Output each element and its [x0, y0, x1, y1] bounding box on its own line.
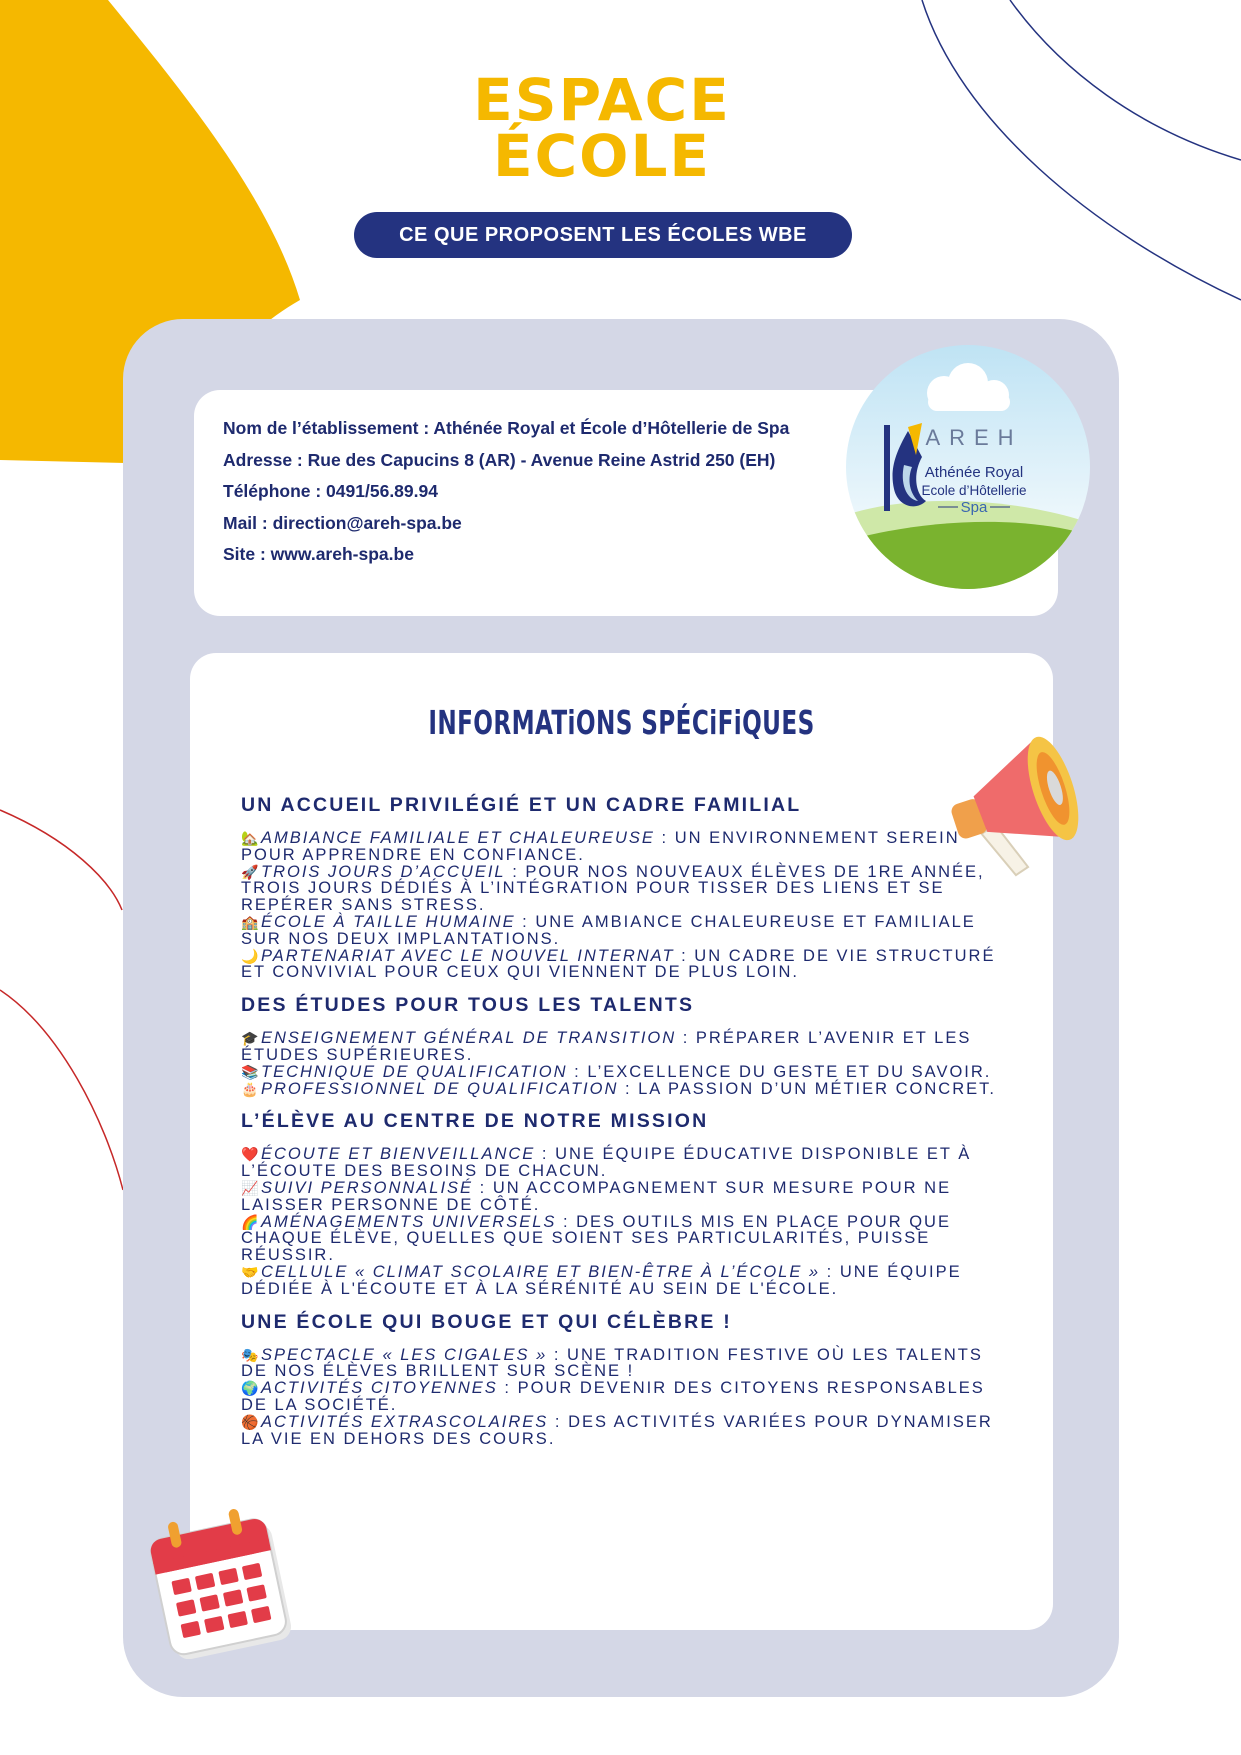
item-emoji-icon: 🌙: [241, 947, 261, 964]
info-item: [241, 830, 1011, 864]
title-line-2: ÉCOLE: [492, 122, 712, 190]
school-mail[interactable]: Mail : direction@areh-spa.be: [223, 512, 462, 533]
item-text: : UN ACCOMPAGNEMENT SUR MESURE POUR NE LAISSER PERSONNE DE CÔTÉ.: [241, 1178, 952, 1214]
item-key: TECHNIQUE DE QUALIFICATION: [261, 1062, 568, 1081]
item-emoji-icon: 🤝: [241, 1263, 261, 1280]
section-heading: L’ÉLÈVE AU CENTRE DE NOTRE MISSION: [241, 1110, 709, 1133]
info-section: [241, 1309, 1011, 1448]
item-emoji-icon: 🎂: [241, 1080, 261, 1097]
info-item: [241, 1146, 1011, 1180]
item-key: ÉCOUTE ET BIENVEILLANCE: [261, 1145, 536, 1164]
info-item: [241, 1180, 1011, 1214]
item-key: ACTIVITÉS EXTRASCOLAIRES: [261, 1412, 549, 1431]
item-key: ACTIVITÉS CITOYENNES: [261, 1379, 498, 1398]
info-item: [241, 1081, 1011, 1098]
school-address: Adresse : Rue des Capucins 8 (AR) - Avenue Reine Astrid 250 (EH): [223, 449, 776, 470]
item-emoji-icon: 🌍: [241, 1380, 261, 1397]
item-key: SUIVI PERSONNALISÉ: [261, 1178, 474, 1197]
page-title: [0, 66, 1204, 190]
item-text: : DES ACTIVITÉS VARIÉES POUR DYNAMISER LA VIE EN DEHORS DES COURS.: [241, 1412, 993, 1448]
item-key: PROFESSIONNEL DE QUALIFICATION: [261, 1079, 619, 1098]
item-emoji-icon: 🌈: [241, 1213, 261, 1230]
item-key: CELLULE « CLIMAT SCOLAIRE ET BIEN-ÊTRE À L’ÉCOLE »: [261, 1262, 821, 1281]
red-arc-outer: [0, 810, 122, 910]
item-text: : POUR DEVENIR DES CITOYENS RESPONSABLES DE LA SOCIÉTÉ.: [241, 1379, 985, 1414]
item-text: : POUR NOS NOUVEAUX ÉLÈVES DE 1RE ANNÉE, TROIS JOURS DÉDIÉS À L’INTÉGRATION POUR TISSER DES LIENS ET SE REPÉRER SANS STRESS.: [241, 862, 985, 915]
section-heading: UN ACCUEIL PRIVILÉGIÉ ET UN CADRE FAMILIAL: [241, 794, 802, 816]
item-emoji-icon: 🏫: [241, 913, 261, 930]
red-arc-inner: [0, 990, 123, 1190]
item-emoji-icon: 📚: [241, 1063, 261, 1080]
item-emoji-icon: 🎓: [241, 1030, 261, 1047]
item-emoji-icon: 🏡: [241, 830, 261, 846]
info-item: [241, 1414, 1011, 1448]
item-emoji-icon: ❤️: [241, 1146, 261, 1163]
item-key: PARTENARIAT AVEC LE NOUVEL INTERNAT: [261, 946, 675, 965]
info-section: [241, 792, 1011, 981]
item-text: : DES OUTILS MIS EN PLACE POUR QUE CHAQUE ÉLÈVE, QUELLES QUE SOIENT SES PARTICULARITÉS, PUISSE RÉUSSIR.: [241, 1212, 951, 1265]
item-key: AMBIANCE FAMILIALE ET CHALEUREUSE: [261, 829, 655, 847]
item-key: ÉCOLE À TAILLE HUMAINE: [261, 912, 516, 931]
item-text: : L’EXCELLENCE DU GESTE ET DU SAVOIR.: [567, 1062, 992, 1081]
school-site[interactable]: Site : www.areh-spa.be: [223, 544, 414, 564]
specific-info-title: INFORMATiONS SPÉCiFiQUES: [428, 703, 815, 742]
item-key: AMÉNAGEMENTS UNIVERSELS: [261, 1212, 557, 1231]
item-key: SPECTACLE « LES CIGALES »: [261, 1345, 548, 1364]
info-section: [241, 1108, 1011, 1297]
section-pill: CE QUE PROPOSENT LES ÉCOLES WBE: [354, 212, 852, 258]
item-text: : UNE ÉQUIPE DÉDIÉE À L'ÉCOUTE ET À LA SÉRÉNITÉ AU SEIN DE L'ÉCOLE.: [241, 1262, 962, 1298]
item-text: : UNE ÉQUIPE ÉDUCATIVE DISPONIBLE ET À L’ÉCOUTE DES BESOINS DE CHACUN.: [241, 1145, 972, 1181]
info-item: [241, 914, 1011, 948]
info-item: [241, 1264, 1011, 1298]
info-section: [241, 992, 1011, 1097]
info-item: [241, 864, 1011, 914]
info-item: [241, 1030, 1011, 1064]
megaphone-icon: [933, 724, 1083, 880]
section-heading: UNE ÉCOLE QUI BOUGE ET QUI CÉLÈBRE !: [241, 1310, 732, 1333]
info-item: [241, 1064, 1011, 1081]
item-emoji-icon: 🎭: [241, 1346, 261, 1363]
school-phone: Téléphone : 0491/56.89.94: [223, 481, 438, 501]
specific-info-card: [190, 653, 1053, 1630]
item-text: : UN ENVIRONNEMENT SEREIN POUR APPRENDRE EN CONFIANCE.: [241, 829, 960, 864]
specific-sections: [241, 792, 1011, 1458]
school-info: [223, 413, 789, 571]
info-item: [241, 948, 1011, 982]
item-key: TROIS JOURS D’ACCUEIL: [261, 862, 506, 881]
info-item: [241, 1347, 1011, 1381]
item-text: : LA PASSION D’UN MÉTIER CONCRET.: [618, 1079, 996, 1098]
item-text: : UN CADRE DE VIE STRUCTURÉ ET CONVIVIAL POUR CEUX QUI VIENNENT DE PLUS LOIN.: [241, 946, 996, 982]
section-heading: DES ÉTUDES POUR TOUS LES TALENTS: [241, 994, 695, 1017]
item-text: : UNE AMBIANCE CHALEUREUSE ET FAMILIALE SUR NOS DEUX IMPLANTATIONS.: [241, 912, 976, 948]
logo-acronym: AREH: [925, 425, 1023, 450]
logo-line-1: Athénée Royal: [924, 464, 1024, 481]
item-emoji-icon: 🚀: [241, 863, 261, 880]
item-emoji-icon: 🏀: [241, 1413, 261, 1430]
logo-line-2: Ecole d’Hôtellerie: [921, 483, 1027, 498]
title-line-1: ESPACE: [473, 66, 731, 134]
school-name: Nom de l’établissement : Athénée Royal et École d’Hôtellerie de Spa: [223, 418, 790, 438]
info-item: [241, 1380, 1011, 1414]
item-emoji-icon: 📈: [241, 1179, 261, 1196]
calendar-icon: [147, 1509, 297, 1659]
info-item: [241, 1214, 1011, 1264]
item-text: : PRÉPARER L’AVENIR ET LES ÉTUDES SUPÉRIEURES.: [241, 1029, 972, 1064]
logo-line-3: Spa: [960, 499, 988, 516]
item-key: ENSEIGNEMENT GÉNÉRAL DE TRANSITION: [261, 1029, 677, 1048]
school-logo: [846, 345, 1090, 589]
item-text: : UNE TRADITION FESTIVE OÙ LES TALENTS DE NOS ÉLÈVES BRILLENT SUR SCÈNE !: [241, 1345, 983, 1381]
